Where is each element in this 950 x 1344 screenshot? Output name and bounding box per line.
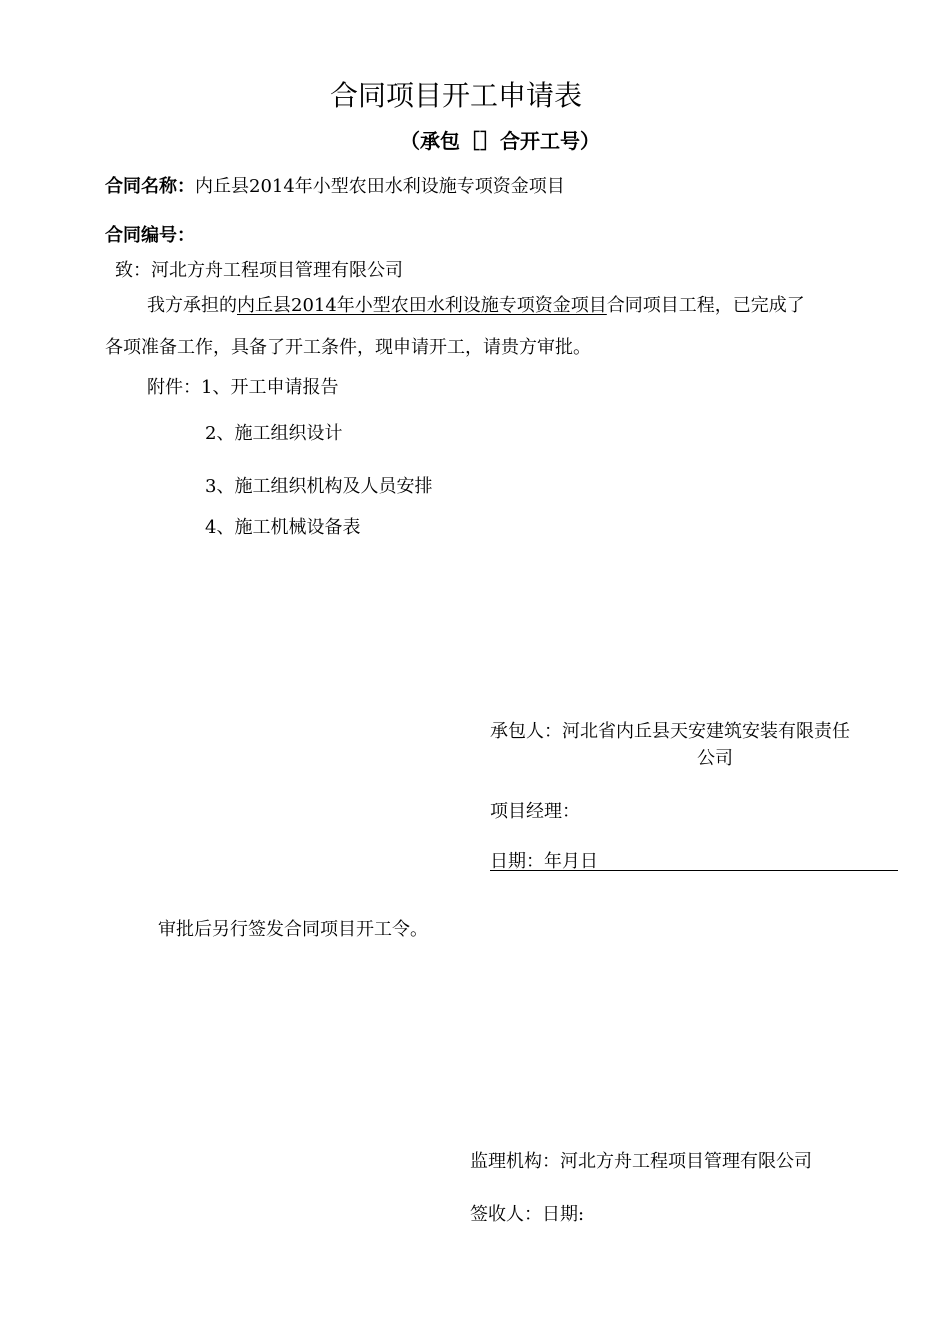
body-project-name: 内丘县2014年小型农田水利设施专项资金项目 (237, 295, 607, 316)
document-title: 合同项目开工申请表 (329, 79, 582, 112)
document-subtitle: （承包［］合开工号） (400, 129, 600, 153)
contractor-name-line1: 河北省内丘县天安建筑安装有限责任 (562, 721, 850, 742)
contractor-date-label: 日期：年月日 (490, 851, 598, 872)
attachment-item: 1、开工申请报告 (201, 377, 339, 398)
attachments-first-row (147, 373, 338, 399)
body-line-1 (147, 291, 805, 317)
addressee: 致：河北方舟工程项目管理有限公司 (115, 260, 403, 281)
body-line-2: 各项准备工作，具备了开工条件，现申请开工，请贵方审批。 (105, 337, 591, 358)
approval-note: 审批后另行签发合同项目开工令。 (158, 919, 428, 940)
contract-name-label: 合同名称： (105, 176, 195, 197)
attachment-item: 4、施工机械设备表 (205, 517, 361, 538)
attachment-item: 2、施工组织设计 (205, 423, 343, 444)
supervisor-label: 监理机构： (470, 1151, 560, 1172)
signature-line (490, 870, 898, 871)
supervisor-name: 河北方舟工程项目管理有限公司 (560, 1151, 812, 1172)
contract-name-row (105, 172, 565, 198)
contract-number-label: 合同编号： (105, 225, 195, 246)
contractor-name-line2: 公司 (697, 748, 733, 769)
signer-date-label: 签收人：日期: (470, 1204, 585, 1225)
contractor-row (490, 717, 850, 743)
project-manager-label: 项目经理： (490, 801, 580, 822)
contractor-label: 承包人： (490, 721, 562, 742)
supervisor-row (470, 1147, 812, 1173)
body-prefix: 我方承担的 (147, 295, 237, 316)
attachment-item: 3、施工组织机构及人员安排 (205, 476, 433, 497)
body-suffix: 合同项目工程，已完成了 (606, 295, 805, 316)
attachments-label: 附件： (147, 377, 201, 398)
contract-name-value: 内丘县2014年小型农田水利设施专项资金项目 (195, 176, 565, 197)
